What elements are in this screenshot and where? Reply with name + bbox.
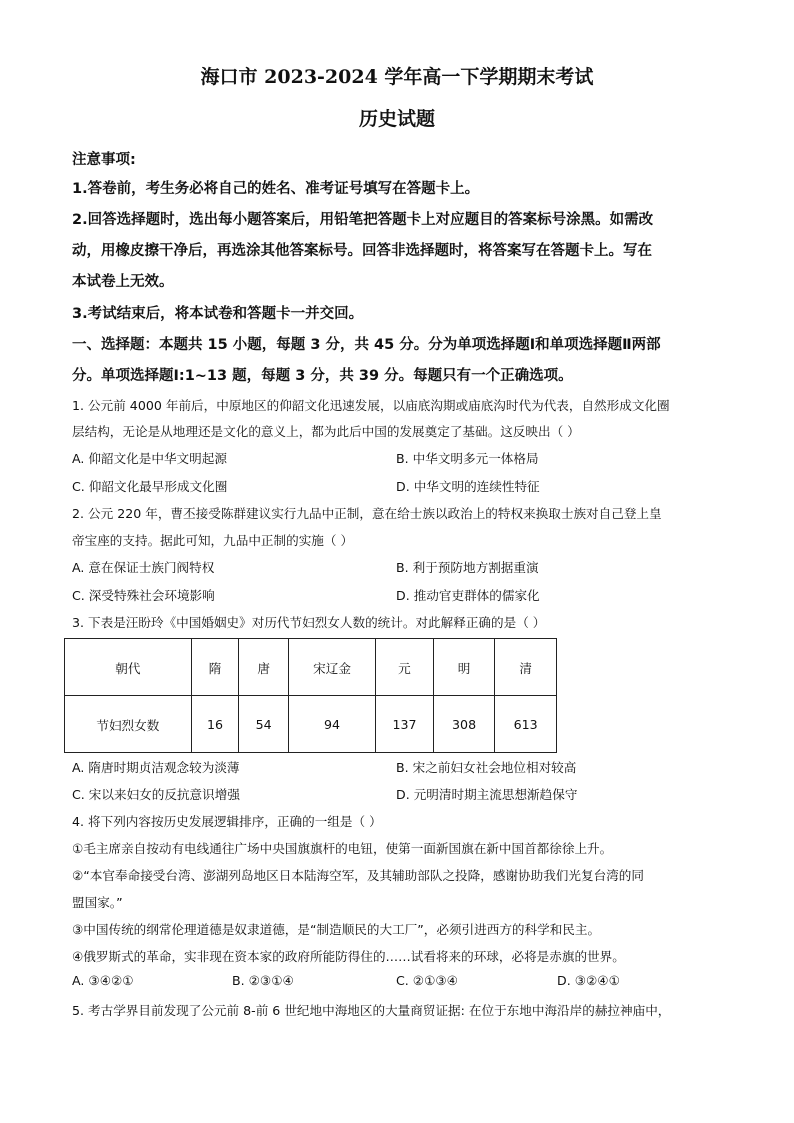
- q2-stem-line-1: 2. 公元 220 年，曹丕接受陈群建议实行九品中正制，意在给士族以政治上的特权来换取士族对自己登上皇: [72, 506, 662, 521]
- q3-option-c: C. 宋以来妇女的反抗意识增强: [72, 787, 240, 802]
- table-cell: 清: [495, 639, 557, 696]
- q3-statistics-table: [64, 638, 557, 753]
- q1-option-c: C. 仰韶文化最早形成文化圈: [72, 479, 228, 494]
- note-2-line-3: 本试卷上无效。: [72, 274, 174, 290]
- table-cell: 54: [239, 696, 289, 753]
- q4-option-b: B. ②③①④: [232, 973, 294, 988]
- q2-option-d: D. 推动官吏群体的儒家化: [396, 588, 540, 603]
- q2-stem-line-2: 帝宝座的支持。据此可知，九品中正制的实施（ ）: [72, 533, 354, 548]
- table-cell: 94: [288, 696, 375, 753]
- q2-option-b: B. 利于预防地方割据重演: [396, 560, 539, 575]
- q3-option-d: D. 元明清时期主流思想渐趋保守: [396, 787, 578, 802]
- q4-stem-line-1: 4. 将下列内容按历史发展逻辑排序，正确的一组是（ ）: [72, 814, 382, 829]
- q1-stem-line-1: 1. 公元前 4000 年前后，中原地区的仰韶文化迅速发展，以庙底沟期或庙底沟时代为代表，自然形成文化圈: [72, 398, 670, 413]
- table-cell: 613: [495, 696, 557, 753]
- q1-option-a: A. 仰韶文化是中华文明起源: [72, 451, 227, 466]
- q2-option-c: C. 深受特殊社会环境影响: [72, 588, 215, 603]
- q5-stem-line-1: 5. 考古学界目前发现了公元前 8-前 6 世纪地中海地区的大量商贸证据: 在位于东地中海沿岸的赫拉神庙中，: [72, 1003, 671, 1018]
- section1-line-1: 一、选择题：本题共 15 小题，每题 3 分，共 45 分。分为单项选择题Ⅰ和单项选择题Ⅱ两部: [72, 337, 661, 353]
- table-header-row: [65, 639, 557, 696]
- note-3: 3.考试结束后，将本试卷和答题卡一并交回。: [72, 306, 364, 322]
- table-cell: 明: [433, 639, 495, 696]
- table-cell: 唐: [239, 639, 289, 696]
- q1-option-d: D. 中华文明的连续性特征: [396, 479, 540, 494]
- q2-option-a: A. 意在保证士族门阀特权: [72, 560, 215, 575]
- q4-statement-3: ③中国传统的纲常伦理道德是奴隶道德，是“制造顺民的大工厂”，必须引进西方的科学和民主。: [72, 922, 601, 937]
- table-row: [65, 696, 557, 753]
- note-2-line-2: 动，用橡皮擦干净后，再选涂其他答案标号。回答非选择题时，将答案写在答题卡上。写在: [72, 243, 652, 259]
- exam-title: 海口市 2023-2024 学年高一下学期期末考试: [200, 66, 594, 88]
- table-cell: 16: [191, 696, 239, 753]
- notes-heading: 注意事项:: [72, 152, 136, 168]
- q4-option-d: D. ③②④①: [557, 973, 620, 988]
- q4-statement-2-line-1: ②“本官奉命接受台湾、澎湖列岛地区日本陆海空军，及其辅助部队之投降，感谢协助我们光复台湾的同: [72, 868, 644, 883]
- q4-statement-4: ④俄罗斯式的革命，实非现在资本家的政府所能防得住的……试看将来的环球，必将是赤旗的世界。: [72, 949, 625, 964]
- table-cell: 节妇烈女数: [65, 696, 192, 753]
- table-cell: 308: [433, 696, 495, 753]
- table-cell: 朝代: [65, 639, 192, 696]
- q1-stem-line-2: 层结构，无论是从地理还是文化的意义上，都为此后中国的发展奠定了基础。这反映出（ ）: [72, 424, 580, 439]
- q4-statement-2-line-2: 盟国家。”: [72, 895, 123, 910]
- q1-option-b: B. 中华文明多元一体格局: [396, 451, 539, 466]
- q3-option-b: B. 宋之前妇女社会地位相对较高: [396, 760, 577, 775]
- note-1: 1.答卷前，考生务必将自己的姓名、准考证号填写在答题卡上。: [72, 181, 480, 197]
- q4-statement-1: ①毛主席亲自按动有电线通往广场中央国旗旗杆的电钮，使第一面新国旗在新中国首都徐徐上升。: [72, 841, 613, 856]
- q4-option-a: A. ③④②①: [72, 973, 134, 988]
- table-cell: 137: [376, 696, 434, 753]
- table-cell: 元: [376, 639, 434, 696]
- note-2-line-1: 2.回答选择题时，选出每小题答案后，用铅笔把答题卡上对应题目的答案标号涂黑。如需改: [72, 212, 654, 228]
- exam-subtitle: 历史试题: [358, 108, 435, 130]
- q3-stem-line-1: 3. 下表是汪盼玲《中国婚姻史》对历代节妇烈女人数的统计。对此解释正确的是（ ）: [72, 615, 546, 630]
- section1-line-2: 分。单项选择题Ⅰ:1~13 题，每题 3 分，共 39 分。每题只有一个正确选项。: [72, 368, 573, 384]
- q3-option-a: A. 隋唐时期贞洁观念较为淡薄: [72, 760, 240, 775]
- table-cell: 宋辽金: [288, 639, 375, 696]
- q4-option-c: C. ②①③④: [396, 973, 458, 988]
- table-cell: 隋: [191, 639, 239, 696]
